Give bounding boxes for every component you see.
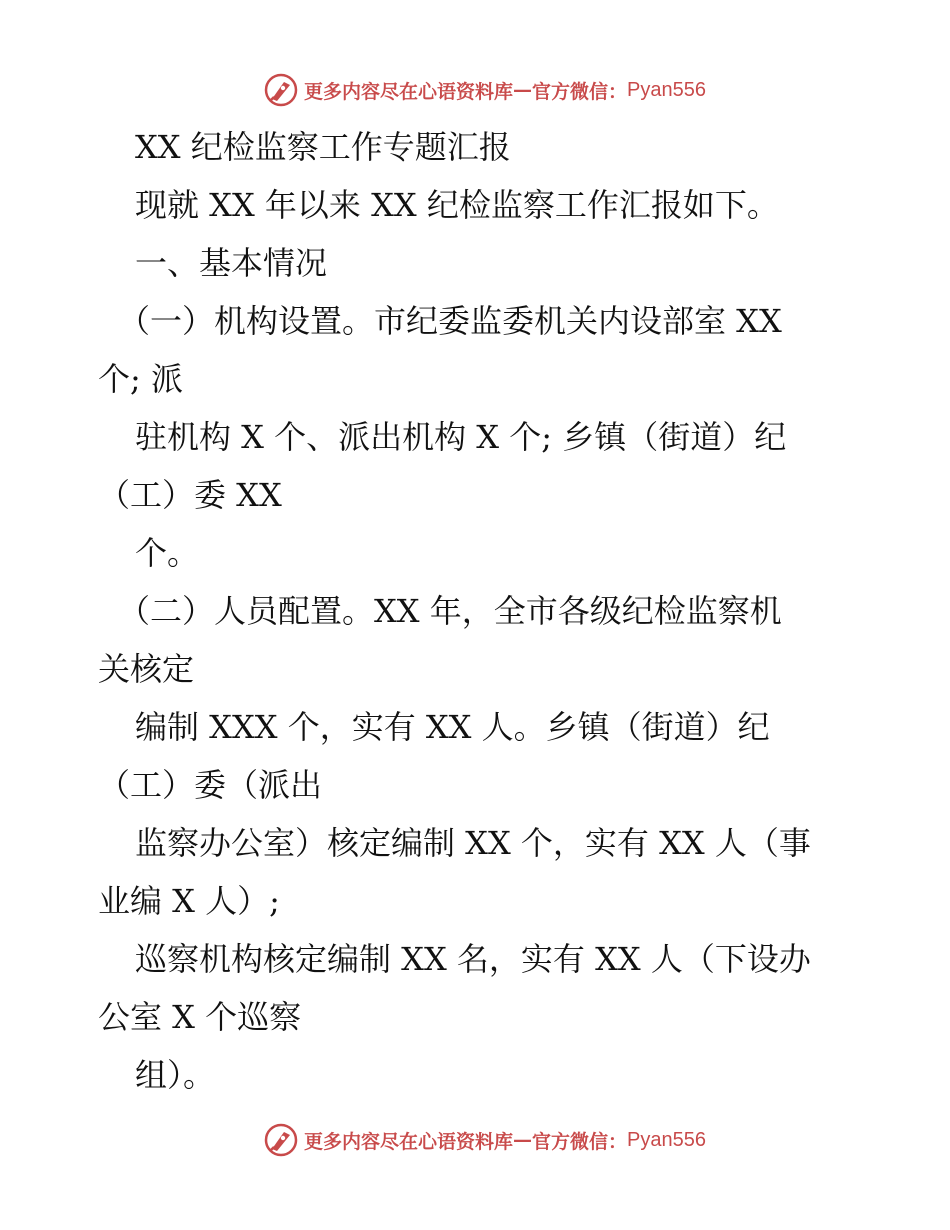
watermark-group [264,73,706,107]
watermark-header [0,70,950,110]
paragraph-line: 监察办公室）核定编制 XX 个，实有 XX 人（事 [135,824,811,862]
paragraph-line: 公室 X 个巡察 [98,998,302,1036]
paragraph-line: 关核定 [98,650,195,688]
paragraph-line: 个。 [135,534,200,572]
paragraph-line: 组）。 [135,1056,216,1094]
watermark-wechat-id: Pyan556 [627,78,706,101]
watermark-separator: — [513,1129,533,1151]
paragraph-line: （工）委 XX [98,476,282,514]
paragraph-line: 个; 派 [98,360,183,398]
paragraph-line: （一）机构设置。市纪委监委机关内设部室 XX [118,302,782,340]
watermark-wechat-id: Pyan556 [627,1128,706,1151]
intro-paragraph: 现就 XX 年以来 XX 纪检监察工作汇报如下。 [135,186,779,224]
paragraph-line: （工）委（派出 [98,766,323,804]
watermark-separator: — [513,79,533,101]
watermark-slogan: 更多内容尽在心语资料库 [304,80,514,103]
paragraph-line: 业编 X 人）; [98,882,280,920]
section-heading: 一、基本情况 [135,244,328,282]
paragraph-line: 巡察机构核定编制 XX 名，实有 XX 人（下设办 [135,940,811,978]
paragraph-line: （二）人员配置。XX 年，全市各级纪检监察机 [118,592,782,630]
document-title: XX 纪检监察工作专题汇报 [135,128,511,166]
pen-nib-logo-icon [264,73,298,107]
paragraph-line: 编制 XXX 个，实有 XX 人。乡镇（街道）纪 [135,708,770,746]
watermark-wechat-label: 官方微信： [532,1130,628,1153]
watermark-wechat-label: 官方微信： [532,80,628,103]
watermark-footer [0,1120,950,1160]
watermark-slogan: 更多内容尽在心语资料库 [304,1130,514,1153]
pen-nib-logo-icon [264,1123,298,1157]
watermark-group [264,1123,706,1157]
paragraph-line: 驻机构 X 个、派出机构 X 个; 乡镇（街道）纪 [135,418,787,456]
